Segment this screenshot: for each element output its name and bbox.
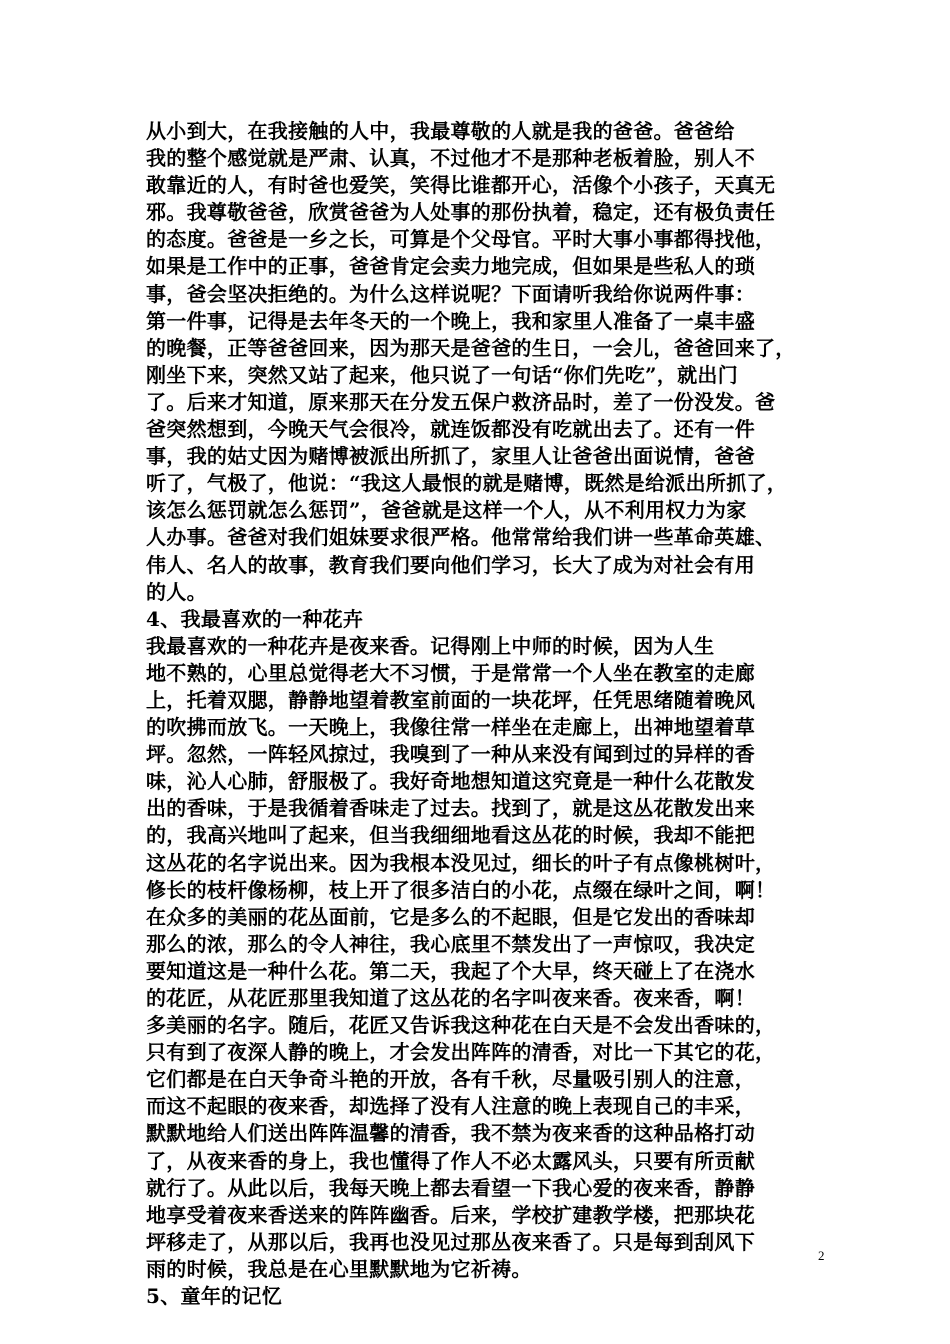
text-line: 的晚餐，正等爸爸回来，因为那天是爸爸的生日，一会儿，爸爸回来了， <box>146 335 796 360</box>
text-line: 多美丽的名字。随后，花匠又告诉我这种花在白天是不会发出香味的， <box>146 1013 776 1038</box>
text-line: 它们都是在白天争奇斗艳的开放，各有千秋，尽量吸引别人的注意， <box>146 1067 755 1092</box>
text-line: 刚坐下来，突然又站了起来，他只说了一句话“你们先吃”，就出门 <box>146 362 739 387</box>
text-line: 从小到大，在我接触的人中，我最尊敬的人就是我的爸爸。爸爸给 <box>146 119 735 143</box>
text-line: 爸突然想到，今晚天气会很冷，就连饭都没有吃就出去了。还有一件 <box>146 417 755 442</box>
text-line: 坪。忽然，一阵轻风掠过，我嗅到了一种从来没有闻到过的异样的香 <box>146 742 755 767</box>
text-line: 雨的时候，我总是在心里默默地为它祈祷。 <box>146 1256 532 1281</box>
text-line: 地不熟的，心里总觉得老大不习惯，于是常常一个人坐在教室的走廊 <box>146 660 755 685</box>
text-line: 我最喜欢的一种花卉是夜来香。记得刚上中师的时候，因为人生 <box>146 633 715 658</box>
text-line: 听了，气极了，他说：“我这人最恨的就是赌博，既然是给派出所抓了， <box>146 471 788 496</box>
text-line: 出的香味，于是我循着香味走了过去。找到了，就是这丛花散发出来 <box>146 796 755 821</box>
text-line: 人办事。爸爸对我们姐妹要求很严格。他常常给我们讲一些革命英雄、 <box>146 525 776 550</box>
body-text <box>146 118 826 1310</box>
text-line: 味，沁人心肺，舒服极了。我好奇地想知道这究竟是一种什么花散发 <box>146 769 755 794</box>
text-line: 那么的浓，那么的令人神往，我心底里不禁发出了一声惊叹，我决定 <box>146 931 755 956</box>
text-line: 的吹拂而放飞。一天晚上，我像往常一样坐在走廊上，出神地望着草 <box>146 715 755 740</box>
text-line: 的花匠，从花匠那里我知道了这丛花的名字叫夜来香。夜来香，啊！ <box>146 986 755 1010</box>
text-line: 敢靠近的人，有时爸也爱笑，笑得比谁都开心，活像个小孩子，天真无 <box>146 173 776 198</box>
section-heading: 5、童年的记忆 <box>146 1284 283 1309</box>
text-line: 地享受着夜来香送来的阵阵幽香。后来，学校扩建教学楼，把那块花 <box>146 1202 755 1227</box>
text-line: 了。后来才知道，原来那天在分发五保户救济品时，差了一份没发。爸 <box>146 389 776 414</box>
text-line: 的，我高兴地叫了起来，但当我细细地看这丛花的时候，我却不能把 <box>146 823 755 848</box>
text-line: 修长的枝杆像杨柳，枝上开了很多洁白的小花，点缀在绿叶之间，啊！ <box>146 877 776 902</box>
text-line: 事，我的姑丈因为赌博被派出所抓了，家里人让爸爸出面说情，爸爸 <box>146 444 755 469</box>
text-line: 就行了。从此以后，我每天晚上都去看望一下我心爱的夜来香，静静 <box>146 1175 755 1200</box>
text-line: 第一件事，记得是去年冬天的一个晚上，我和家里人准备了一桌丰盛 <box>146 308 755 333</box>
text-line: 默默地给人们送出阵阵温馨的清香，我不禁为夜来香的这种品格打动 <box>146 1121 755 1146</box>
text-line: 的态度。爸爸是一乡之长，可算是个父母官。平时大事小事都得找他， <box>146 227 776 252</box>
text-line: 了，从夜来香的身上，我也懂得了作人不必太露风头，只要有所贡献 <box>146 1148 755 1173</box>
page-number: 2 <box>818 1248 825 1263</box>
text-line: 要知道这是一种什么花。第二天，我起了个大早，终天碰上了在浇水 <box>146 958 755 983</box>
text-line: 事，爸会坚决拒绝的。为什么这样说呢？下面请听我给你说两件事： <box>146 281 755 306</box>
section-heading: 4、我最喜欢的一种花卉 <box>146 606 364 631</box>
text-line: 邪。我尊敬爸爸，欣赏爸爸为人处事的那份执着，稳定，还有极负责任 <box>146 200 776 225</box>
text-line: 的人。 <box>146 579 207 604</box>
text-line: 上，托着双腮，静静地望着教室前面的一块花坪，任凭思绪随着晚风 <box>146 687 755 712</box>
text-line: 而这不起眼的夜来香，却选择了没有人注意的晚上表现自己的丰采， <box>146 1094 755 1119</box>
text-line: 这丛花的名字说出来。因为我根本没见过，细长的叶子有点像桃树叶， <box>146 850 776 875</box>
text-line: 如果是工作中的正事，爸爸肯定会卖力地完成，但如果是些私人的琐 <box>146 254 755 279</box>
text-line: 我的整个感觉就是严肃、认真，不过他才不是那种老板着脸，别人不 <box>146 146 755 171</box>
text-line: 伟人、名人的故事，教育我们要向他们学习，长大了成为对社会有用 <box>146 552 755 577</box>
text-line: 只有到了夜深人静的晚上，才会发出阵阵的清香，对比一下其它的花， <box>146 1040 776 1065</box>
text-line: 坪移走了，从那以后，我再也没见过那丛夜来香了。只是每到刮风下 <box>146 1229 755 1254</box>
text-line: 在众多的美丽的花丛面前，它是多么的不起眼，但是它发出的香味却 <box>146 904 755 929</box>
text-line: 该怎么惩罚就怎么惩罚”，爸爸就是这样一个人，从不利用权力为家 <box>146 498 747 523</box>
